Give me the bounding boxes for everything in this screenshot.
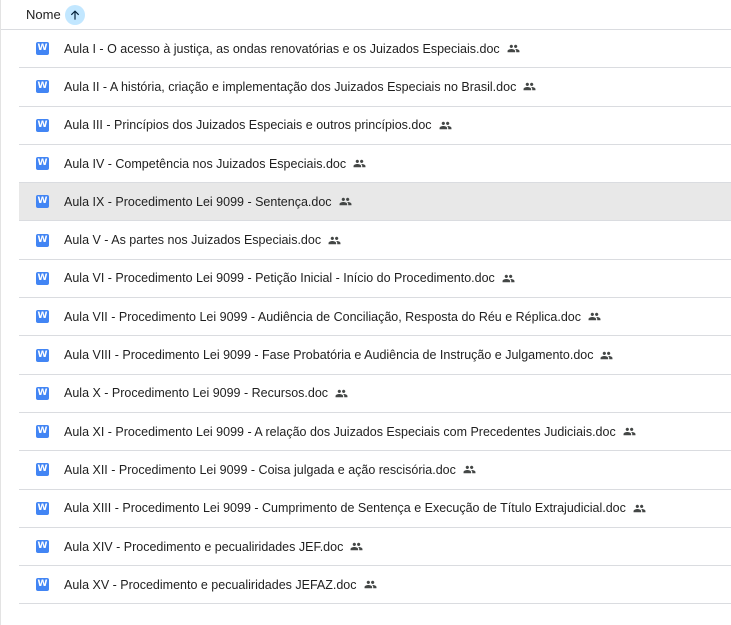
file-row[interactable] <box>19 183 731 221</box>
word-doc-icon: W <box>37 464 48 475</box>
word-doc-icon: W <box>37 196 48 207</box>
file-name[interactable]: Aula IV - Competência nos Juizados Especiais.doc <box>64 156 347 171</box>
word-doc-icon: W <box>37 502 48 513</box>
shared-people-icon <box>439 119 452 132</box>
shared-people-icon <box>335 387 348 400</box>
sort-ascending-button[interactable] <box>65 5 85 25</box>
shared-people-icon <box>588 310 601 323</box>
word-doc-icon: W <box>37 81 48 92</box>
file-name[interactable]: Aula II - A história, criação e implementação dos Juizados Especiais no Brasil.doc <box>64 79 517 94</box>
shared-people-icon <box>633 502 646 515</box>
word-doc-icon: W <box>37 349 48 360</box>
word-doc-icon: W <box>37 119 48 130</box>
file-row[interactable] <box>19 413 731 451</box>
file-row[interactable] <box>19 68 731 106</box>
shared-people-icon <box>364 578 377 591</box>
file-name[interactable]: Aula III - Princípios dos Juizados Especiais e outros princípios.doc <box>64 118 432 133</box>
word-doc-icon: W <box>37 541 48 551</box>
file-row[interactable] <box>19 298 731 336</box>
word-doc-icon: W <box>37 43 48 54</box>
file-row[interactable] <box>19 221 731 259</box>
file-row[interactable] <box>19 375 731 413</box>
word-doc-icon: W <box>37 272 48 283</box>
file-row[interactable] <box>19 528 731 566</box>
column-header <box>1 0 731 30</box>
shared-people-icon <box>353 157 366 170</box>
file-row[interactable] <box>19 107 731 145</box>
file-name[interactable]: Aula IX - Procedimento Lei 9099 - Sentença.doc <box>64 194 332 209</box>
shared-people-icon <box>623 425 636 438</box>
file-row[interactable] <box>19 451 731 489</box>
shared-people-icon <box>502 272 515 285</box>
file-name[interactable]: Aula XV - Procedimento e pecualiridades JEFAZ.doc <box>64 577 357 592</box>
shared-people-icon <box>339 195 352 208</box>
file-name[interactable]: Aula XII - Procedimento Lei 9099 - Coisa julgada e ação rescisória.doc <box>64 462 456 477</box>
file-name[interactable]: Aula XIV - Procedimento e pecualiridades JEF.doc <box>64 539 344 554</box>
file-row[interactable] <box>19 566 731 604</box>
shared-people-icon <box>600 349 613 362</box>
file-row[interactable] <box>19 145 731 183</box>
file-name[interactable]: Aula XIII - Procedimento Lei 9099 - Cumprimento de Sentença e Execução de Título Extrajudicial.doc <box>64 501 626 516</box>
file-row[interactable] <box>19 336 731 374</box>
word-doc-icon: W <box>37 311 48 322</box>
word-doc-icon: W <box>37 579 48 590</box>
file-row[interactable] <box>19 260 731 298</box>
word-doc-icon: W <box>37 158 48 169</box>
file-name[interactable]: Aula I - O acesso à justiça, as ondas renovatórias e os Juizados Especiais.doc <box>64 41 500 56</box>
shared-people-icon <box>350 540 363 553</box>
file-name[interactable]: Aula VII - Procedimento Lei 9099 - Audiência de Conciliação, Resposta do Réu e Réplica.doc <box>64 309 581 324</box>
file-name[interactable]: Aula XI - Procedimento Lei 9099 - A relação dos Juizados Especiais com Precedentes Judiciais.doc <box>64 424 616 439</box>
word-doc-icon: W <box>37 387 48 398</box>
file-row[interactable] <box>19 30 731 68</box>
word-doc-icon: W <box>37 234 48 245</box>
file-name[interactable]: Aula V - As partes nos Juizados Especiais.doc <box>64 233 322 248</box>
shared-people-icon <box>507 42 520 55</box>
file-name[interactable]: Aula VIII - Procedimento Lei 9099 - Fase Probatória e Audiência de Instrução e Julgamento.doc <box>64 348 594 363</box>
shared-people-icon <box>523 80 536 93</box>
word-doc-icon: W <box>37 426 48 437</box>
name-column-header[interactable]: Nome <box>26 7 61 22</box>
shared-people-icon <box>328 234 341 247</box>
file-list <box>19 30 731 604</box>
arrow-up-icon <box>68 8 82 22</box>
file-name[interactable]: Aula VI - Procedimento Lei 9099 - Petição Inicial - Início do Procedimento.doc <box>64 271 495 286</box>
file-name[interactable]: Aula X - Procedimento Lei 9099 - Recursos.doc <box>64 386 329 401</box>
file-row[interactable] <box>19 490 731 528</box>
shared-people-icon <box>463 463 476 476</box>
